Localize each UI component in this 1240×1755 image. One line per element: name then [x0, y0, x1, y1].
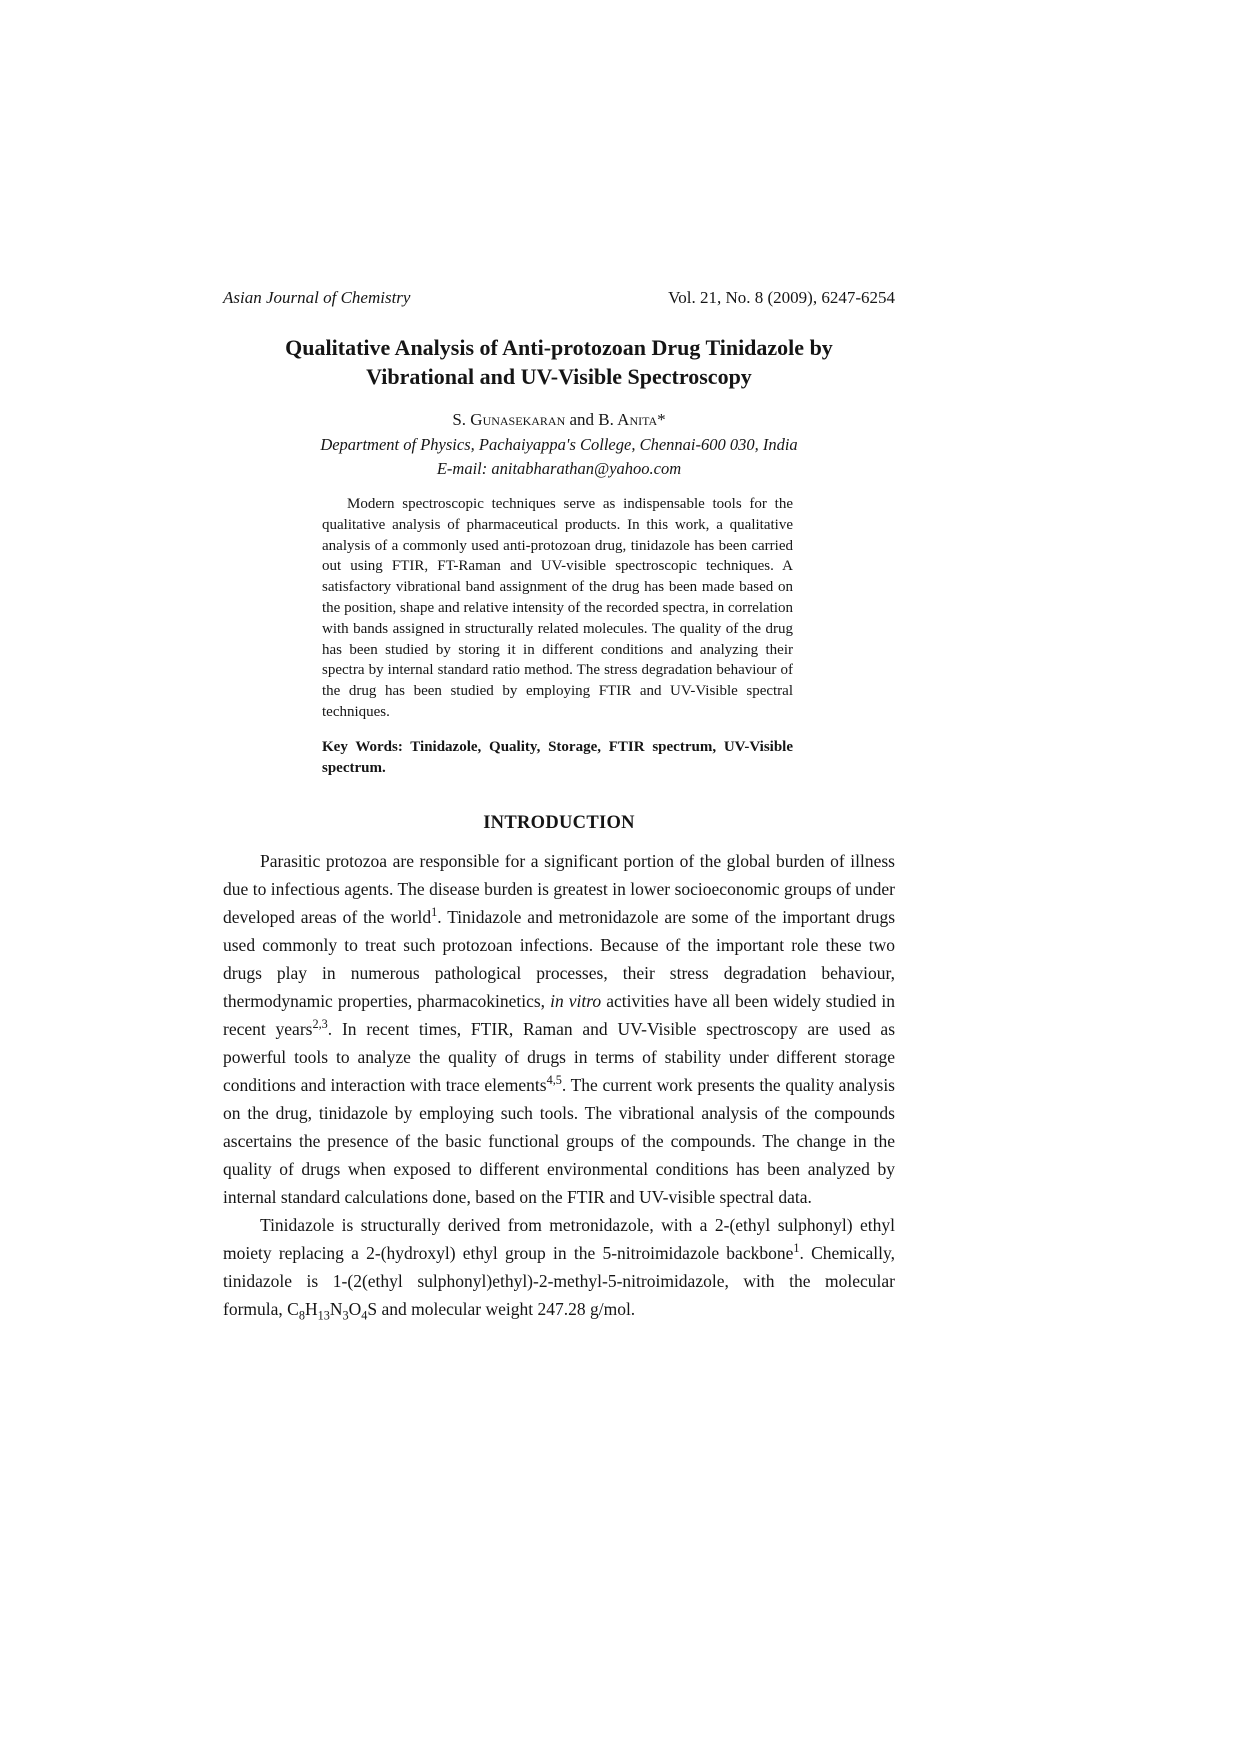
article-title-line-1: Qualitative Analysis of Anti-protozoan Drug Tinidazole by: [285, 335, 833, 360]
article-title: [223, 333, 895, 391]
section-heading-introduction: INTRODUCTION: [483, 813, 635, 834]
authors-line: S. Gunasekaran and B. Anita*: [452, 410, 666, 429]
affiliation-line: Department of Physics, Pachaiyappa's College, Chennai-600 030, India: [320, 435, 798, 454]
intro-paragraph-1: Parasitic protozoa are responsible for a significant portion of the global burden of illness due to infectious agents. The disease burden is greatest in lower socioeconomic groups of under developed areas of the world$^1$. Tinidazole and metronidazole are some of the important drugs used commonly to treat such protozoan infections. Because of the important role these two drugs play in numerous pathological processes, their stress degradation behaviour, thermodynamic properties, pharmacokinetics, in vitro activities have all been widely studied in recent years$^{2,3}$. In recent times, FTIR, Raman and UV-Visible spectroscopy are used as powerful tools to analyze the quality of drugs in terms of stability under different storage conditions and interaction with trace elements$^{4,5}$. The current work presents the quality analysis on the drug, tinidazole by employing such tools. The vibrational analysis of the compounds ascertains the presence of the basic functional groups of the compounds. The change in the quality of drugs when exposed to different environmental conditions has been analyzed by internal standard calculations done, based on the FTIR and UV-visible spectral data.: [223, 851, 896, 1208]
email-line: E-mail: anitabharathan@yahoo.com: [436, 459, 682, 478]
running-head: [223, 288, 895, 308]
intro-paragraph-2: Tinidazole is structurally derived from metronidazole, with a 2-(ethyl sulphonyl) ethyl moiety replacing a 2-(hydroxyl) ethyl group in the 5-nitroimidazole backbone$^1$. Chemically, tinidazole is 1-(2(ethyl sulphonyl)ethyl)-2-methyl-5-nitroimidazole, with the molecular formula, $C_8H_{13}N_3O_4S$ and molecular weight 247.28 g/mol.: [223, 1215, 895, 1323]
journal-name: Asian Journal of Chemistry: [223, 288, 411, 307]
volume-info: Vol. 21, No. 8 (2009), 6247-6254: [668, 288, 895, 307]
article-title-line-2: Vibrational and UV-Visible Spectroscopy: [366, 364, 752, 389]
abstract-block: [322, 494, 793, 778]
abstract-text: Modern spectroscopic techniques serve as indispensable tools for the qualitative analysis of pharmaceutical products. In this work, a qualitative analysis of a commonly used anti-protozoan drug, tinidazole has been carried out using FTIR, FT-Raman and UV-visible spectroscopic techniques. A satisfactory vibrational band assignment of the drug has been made based on the position, shape and relative intensity of the recorded spectra, in correlation with bands assigned in structurally related molecules. The quality of the drug has been studied by storing it in different conditions and analyzing their spectra by internal standard ratio method. The stress degradation behaviour of the drug has been studied by employing FTIR and UV-Visible spectral techniques.: [322, 496, 793, 720]
keywords-line: Key Words: Tinidazole, Quality, Storage, FTIR spectrum, UV-Visible spectrum.: [322, 738, 793, 776]
